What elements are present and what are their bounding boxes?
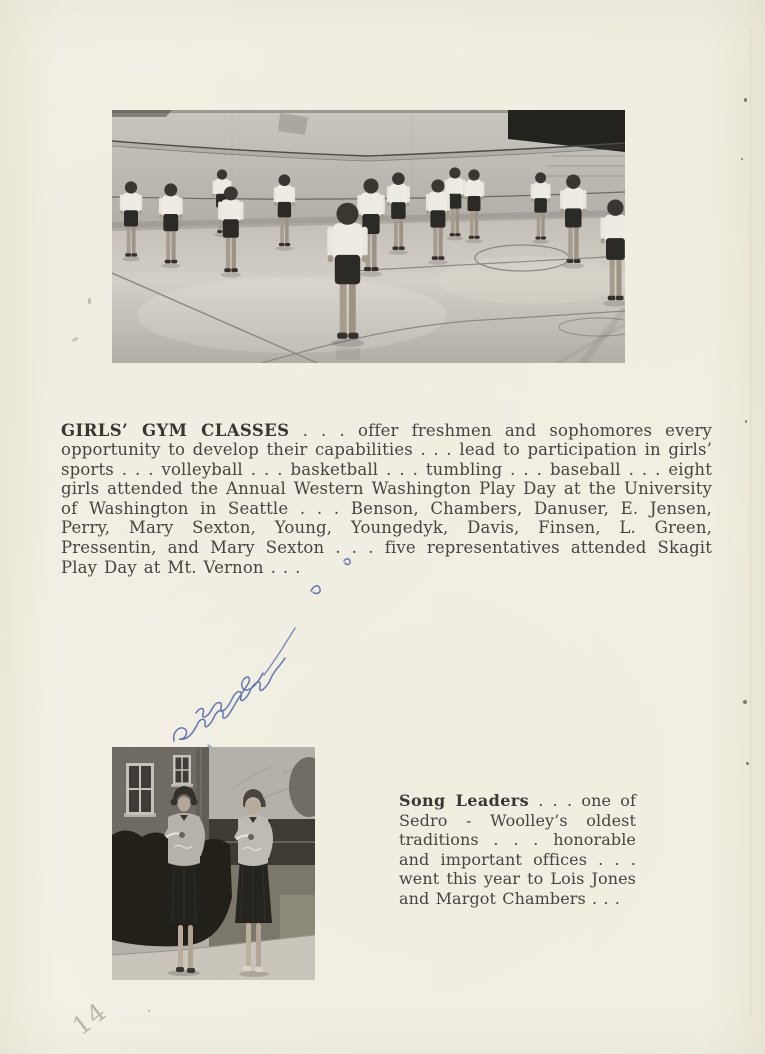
edge-speck [743,700,747,704]
margin-mark [88,298,91,304]
gym-class-photo [112,110,625,363]
pencil-page-number: 14 [66,996,113,1041]
song-leaders-body: . . . one of Sedro - Woolley’s oldest traditions . . . honorable and important offices . . . went this year to Lois Jones and Margot Chambers . . . [399,791,637,908]
song-leaders-photo-art [112,747,315,980]
edge-speck [741,158,743,160]
handwritten-inscription [168,545,380,750]
edge-speck [744,98,747,102]
gym-classes-paragraph [61,421,712,578]
gym-classes-heading: GIRLS’ GYM CLASSES [61,420,290,440]
gym-classes-body: . . . offer freshmen and sophomores every opportunity to develop their capabilities . . . lead to participation in girls’ sports . . . volleyball . . . basketball . . . tumbling . . . baseball . . . eight girls attended the Annual Western Washington Play Day at the University of Washington in Seattle . . . Benson, Chambers, Danuser, E. Jensen, Perry, Mary Sexton, Young, Youngedyk, Davis, Finsen, L. Green, Pressentin, and Mary Sexton . . . five representatives attended Skagit Play Day at Mt. Vernon . . . [61,420,712,577]
song-leaders-paragraph [399,791,636,909]
window-large [124,763,156,817]
margin-mark [72,337,79,343]
margin-mark [148,1010,150,1012]
edge-speck [745,420,747,423]
song-leaders-heading: Song Leaders [399,791,530,810]
window-small [171,755,193,787]
edge-speck [746,762,749,765]
song-leaders-photo [112,747,315,980]
page-edge-crease [750,28,751,1018]
gym-class-photo-art [112,110,625,363]
